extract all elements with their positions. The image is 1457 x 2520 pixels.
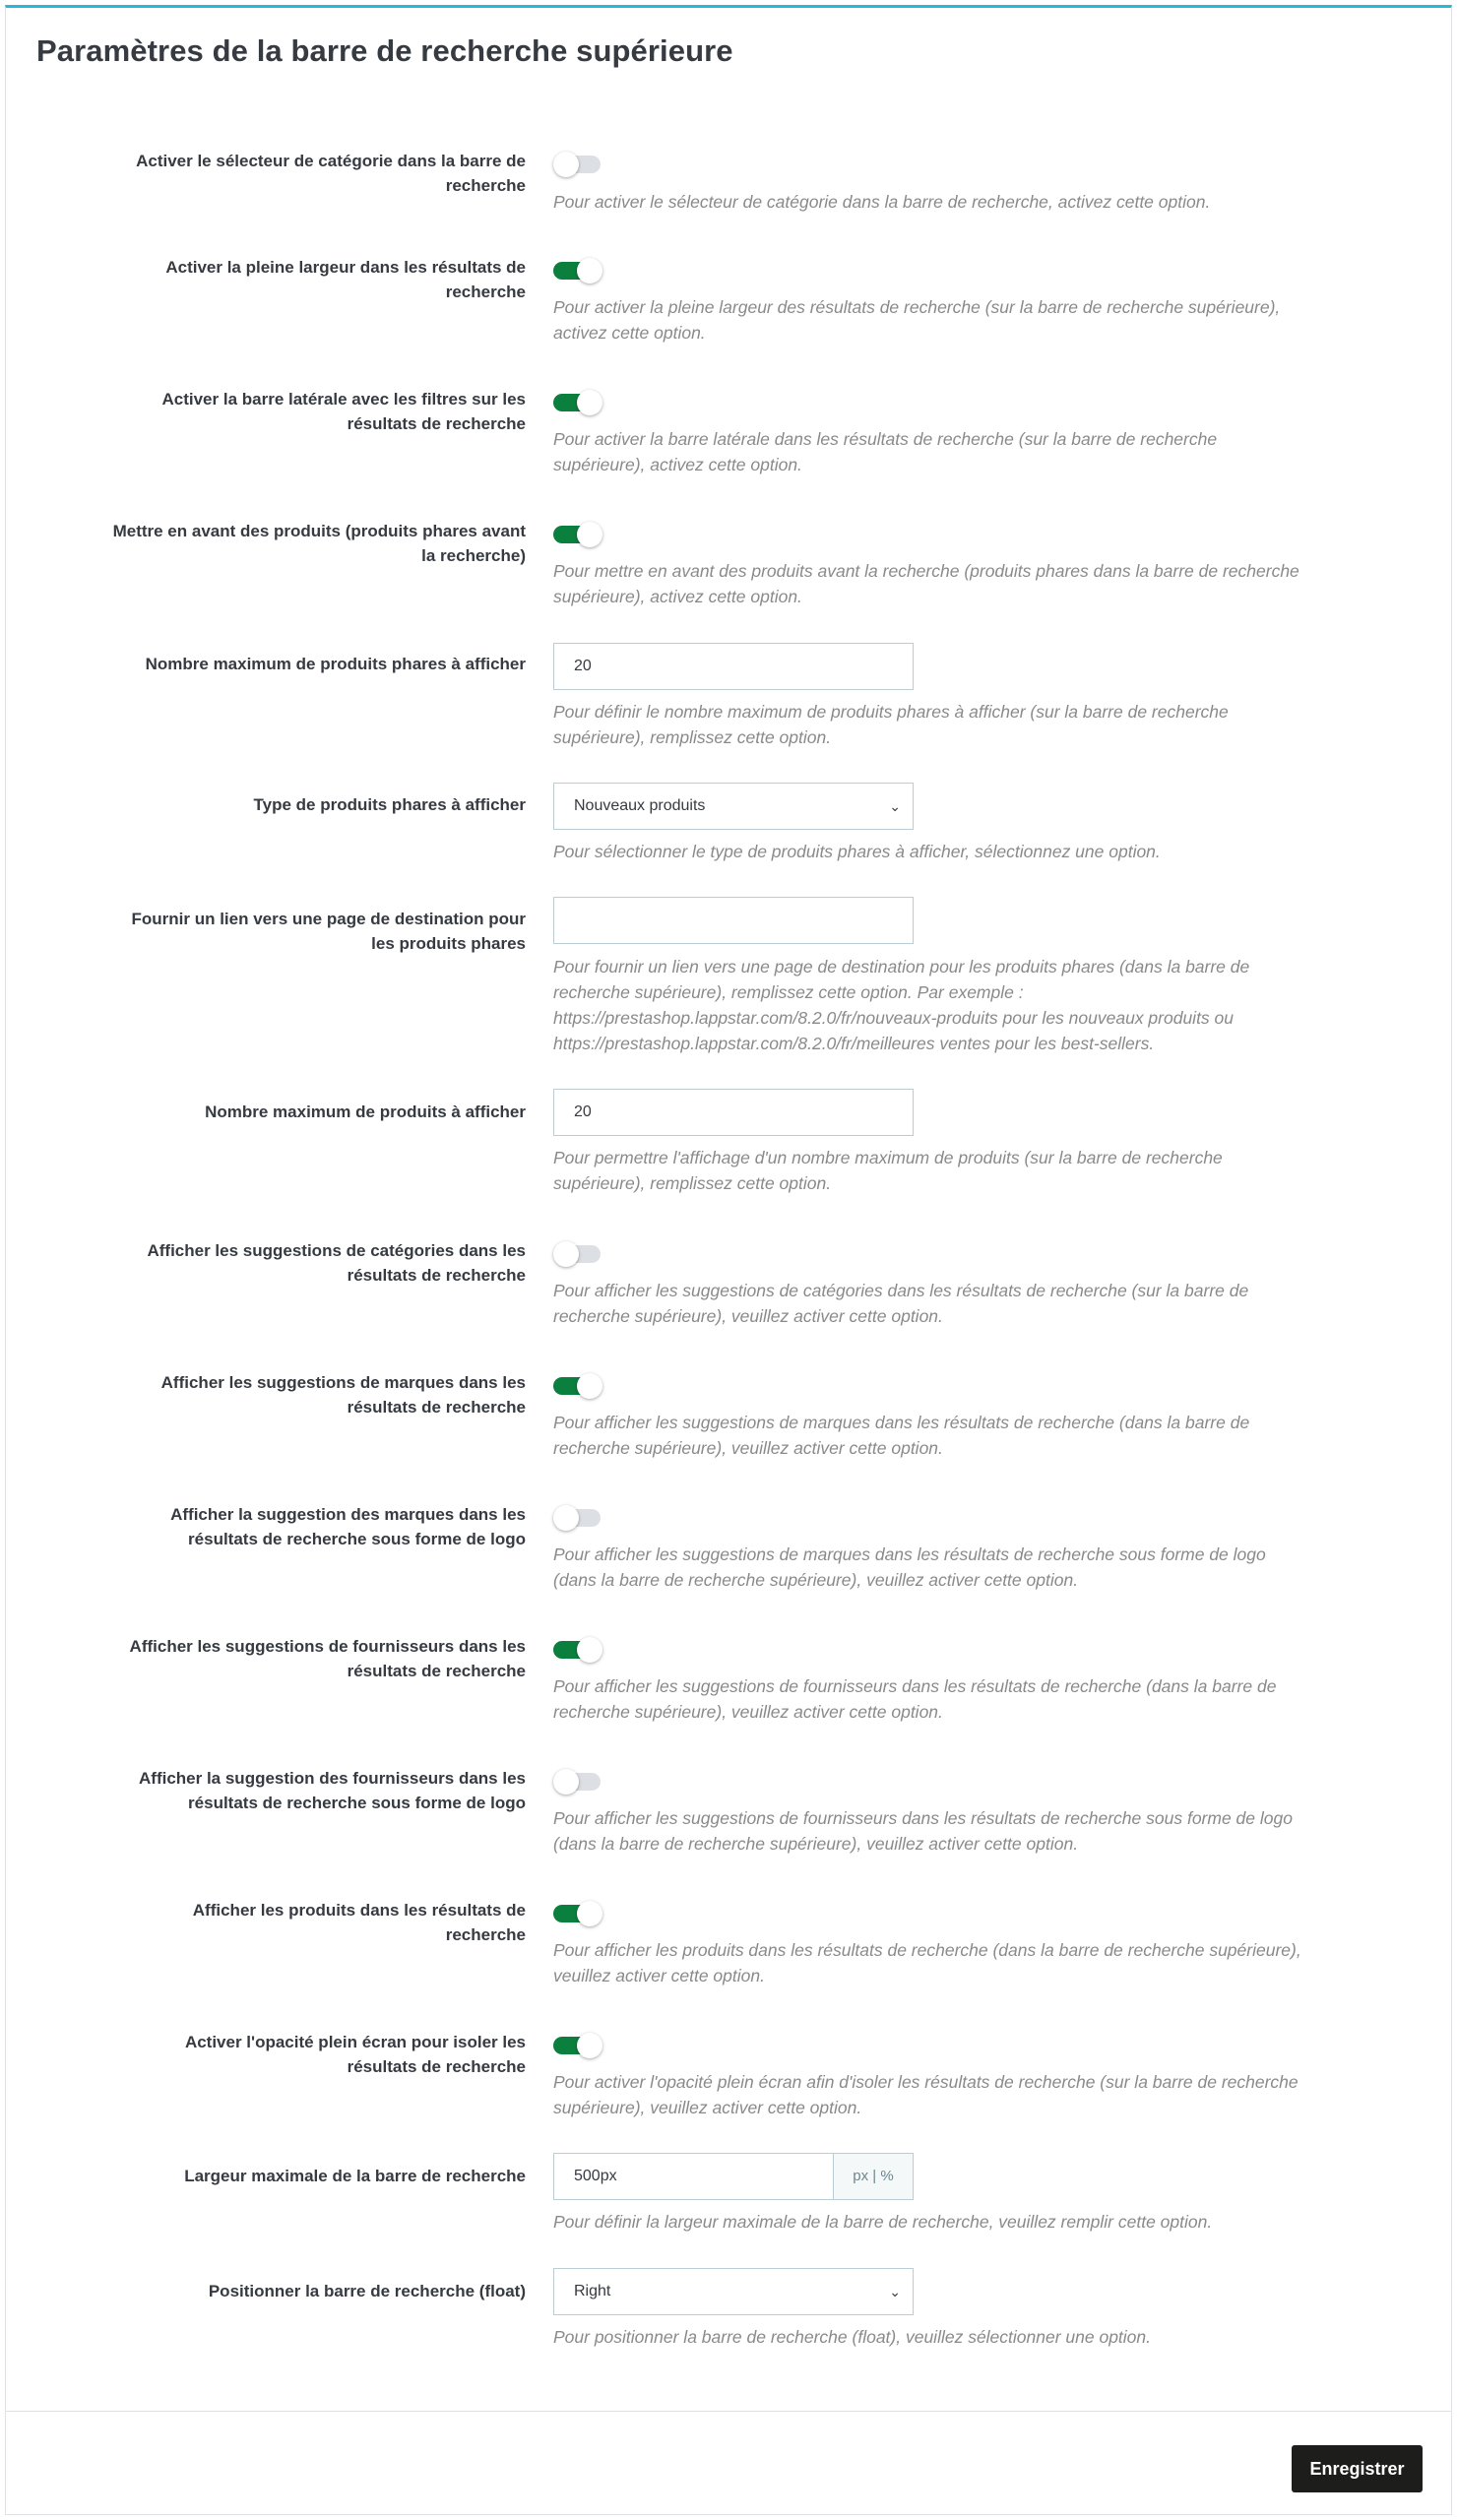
float-position-select[interactable] <box>553 2268 914 2315</box>
label-max-featured: Nombre maximum de produits phares à afficher <box>145 655 526 673</box>
help-brand-suggestions: Pour afficher les suggestions de marques dans les résultats de recherche (dans la barre de recherche supérieure), veuillez activer cette option. <box>553 1413 1250 1458</box>
featured-type-select[interactable] <box>553 783 914 830</box>
save-button[interactable]: Enregistrer <box>1292 2445 1423 2492</box>
max-width-input[interactable] <box>554 2154 833 2199</box>
label-brand-suggestions: Afficher les suggestions de marques dans les résultats de recherche <box>160 1373 526 1417</box>
toggle-brand-logo[interactable] <box>553 1505 602 1529</box>
toggle-category-selector[interactable] <box>553 152 602 175</box>
toggle-show-products[interactable] <box>553 1901 602 1924</box>
max-products-input[interactable] <box>553 1089 914 1136</box>
label-highlight-products: Mettre en avant des produits (produits phares avant la recherche) <box>112 522 526 565</box>
toggle-category-suggestions[interactable] <box>553 1241 602 1265</box>
toggle-brand-suggestions[interactable] <box>553 1373 602 1397</box>
help-max-featured: Pour définir le nombre maximum de produits phares à afficher (sur la barre de recherche supérieure), remplissez cette option. <box>553 702 1229 747</box>
label-max-products: Nombre maximum de produits à afficher <box>205 1102 526 1121</box>
toggle-full-width[interactable] <box>553 258 602 282</box>
toggle-fullscreen-opacity[interactable] <box>553 2033 602 2056</box>
label-fullscreen-opacity: Activer l'opacité plein écran pour isoler les résultats de recherche <box>184 2033 526 2076</box>
label-category-suggestions: Afficher les suggestions de catégories dans les résultats de recherche <box>147 1241 526 1285</box>
toggle-supplier-logo[interactable] <box>553 1769 602 1793</box>
footer-divider <box>6 2411 1451 2412</box>
unit-addon: px | % <box>833 2154 913 2199</box>
help-landing-link: Pour fournir un lien vers une page de destination pour les produits phares (dans la barre de recherche supérieure), remplissez cette option. Par exemple : https://prestashop.lappstar.com/8.2.0/fr/nouveaux-produits pour les nouveaux produits ou https://prestashop.lappstar.com/8.2.0/fr/meilleures ventes pour les best-sellers. <box>553 957 1250 1053</box>
help-supplier-suggestions: Pour afficher les suggestions de fournisseurs dans les résultats de recherche (dans la barre de recherche supérieure), veuillez activer cette option. <box>553 1676 1277 1722</box>
toggle-supplier-suggestions[interactable] <box>553 1637 602 1661</box>
page-title: Paramètres de la barre de recherche supérieure <box>36 33 733 68</box>
help-sidebar-filters: Pour activer la barre latérale dans les résultats de recherche (sur la barre de recherche supérieure), activez cette option. <box>553 429 1218 474</box>
label-landing-link: Fournir un lien vers une page de destination pour les produits phares <box>131 910 526 953</box>
max-width-group <box>553 2153 914 2200</box>
help-max-products: Pour permettre l'affichage d'un nombre maximum de produits (sur la barre de recherche supérieure), remplissez cette option. <box>553 1148 1223 1193</box>
help-float-position: Pour positionner la barre de recherche (float), veuillez sélectionner une option. <box>553 2327 1152 2347</box>
help-category-suggestions: Pour afficher les suggestions de catégories dans les résultats de recherche (sur la barre de recherche supérieure), veuillez activer cette option. <box>553 1281 1249 1326</box>
help-show-products: Pour afficher les produits dans les résultats de recherche (dans la barre de recherche supérieure), veuillez activer cette option. <box>553 1940 1301 1985</box>
featured-type-value: Nouveaux produits <box>574 797 706 814</box>
label-float-position: Positionner la barre de recherche (float) <box>208 2282 526 2300</box>
settings-panel <box>5 5 1452 2515</box>
label-brand-logo: Afficher la suggestion des marques dans les résultats de recherche sous forme de logo <box>170 1505 526 1548</box>
help-full-width: Pour activer la pleine largeur des résultats de recherche (sur la barre de recherche supérieure), activez cette option. <box>553 297 1281 343</box>
chevron-down-icon: ⌄ <box>889 798 901 814</box>
label-max-width: Largeur maximale de la barre de recherche <box>184 2167 526 2185</box>
label-show-products: Afficher les produits dans les résultats de recherche <box>192 1901 526 1944</box>
help-max-width: Pour définir la largeur maximale de la barre de recherche, veuillez remplir cette option. <box>553 2212 1213 2232</box>
help-fullscreen-opacity: Pour activer l'opacité plein écran afin d'isoler les résultats de recherche (sur la barre de recherche supérieure), veuillez activer cette option. <box>553 2072 1299 2117</box>
label-sidebar-filters: Activer la barre latérale avec les filtres sur les résultats de recherche <box>161 390 526 433</box>
toggle-sidebar-filters[interactable] <box>553 390 602 413</box>
help-supplier-logo: Pour afficher les suggestions de fournisseurs dans les résultats de recherche sous forme de logo (dans la barre de recherche supérieure), veuillez activer cette option. <box>553 1808 1293 1854</box>
label-full-width: Activer la pleine largeur dans les résultats de recherche <box>165 258 526 301</box>
chevron-down-icon: ⌄ <box>889 2284 901 2300</box>
label-supplier-suggestions: Afficher les suggestions de fournisseurs dans les résultats de recherche <box>129 1637 526 1680</box>
label-supplier-logo: Afficher la suggestion des fournisseurs dans les résultats de recherche sous forme de logo <box>139 1769 526 1812</box>
help-featured-type: Pour sélectionner le type de produits phares à afficher, sélectionnez une option. <box>553 842 1161 861</box>
label-featured-type: Type de produits phares à afficher <box>253 795 526 814</box>
label-category-selector: Activer le sélecteur de catégorie dans la barre de recherche <box>136 152 526 195</box>
toggle-highlight-products[interactable] <box>553 522 602 545</box>
help-highlight-products: Pour mettre en avant des produits avant la recherche (produits phares dans la barre de recherche supérieure), activez cette option. <box>553 561 1299 606</box>
help-category-selector: Pour activer le sélecteur de catégorie dans la barre de recherche, activez cette option. <box>553 192 1211 212</box>
max-featured-input[interactable] <box>553 643 914 690</box>
landing-link-input[interactable] <box>553 897 914 944</box>
float-position-value: Right <box>574 2283 611 2300</box>
help-brand-logo: Pour afficher les suggestions de marques dans les résultats de recherche sous forme de logo (dans la barre de recherche supérieure), veuillez activer cette option. <box>553 1544 1266 1590</box>
